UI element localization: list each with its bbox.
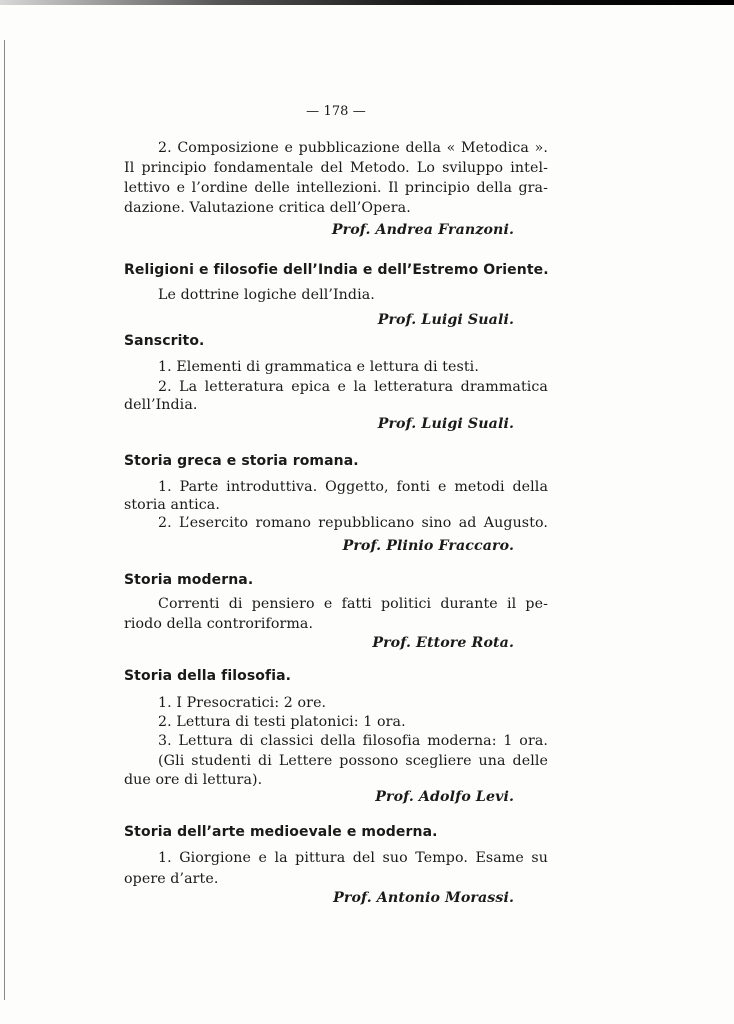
section-heading: Storia dell’arte medioevale e moderna. (124, 824, 438, 840)
paragraph-line: 2. Composizione e pubblicazione della « Metodica ». (158, 140, 548, 156)
signature: Prof. Adolfo Levi. (375, 789, 514, 805)
signature: Prof. Luigi Suali. (377, 416, 514, 432)
signature: Prof. Ettore Rota. (372, 635, 514, 651)
paragraph-line: 3. Lettura di classici della filosofia moderna: 1 ora. (158, 733, 548, 749)
paragraph-line: 1. Elementi di grammatica e lettura di testi. (158, 359, 479, 375)
signature: Prof. Andrea Franzoni. (331, 222, 514, 238)
paragraph-line: (Gli studenti di Lettere possono scegliere una delle (158, 753, 548, 769)
signature: Prof. Luigi Suali. (377, 312, 514, 328)
paragraph-line: 2. Lettura di testi platonici: 1 ora. (158, 714, 406, 730)
paragraph-line: 1. Giorgione e la pittura del suo Tempo. Esame su (158, 850, 548, 866)
section-heading: Sanscrito. (124, 333, 205, 349)
paragraph-line: dazione. Valutazione critica dell’Opera. (124, 200, 411, 216)
paragraph-line: Il principio fondamentale del Metodo. Lo sviluppo intel- (124, 160, 548, 176)
paragraph-line: dell’India. (124, 397, 198, 413)
section-heading: Storia moderna. (124, 572, 254, 588)
paragraph-line: riodo della controriforma. (124, 616, 314, 632)
paragraph-line: storia antica. (124, 497, 220, 513)
paragraph-line: 2. La letteratura epica e la letteratura drammatica (158, 379, 548, 395)
section-heading: Storia greca e storia romana. (124, 453, 359, 469)
paragraph-line: due ore di lettura). (124, 772, 263, 788)
paragraph-line: 2. L’esercito romano repubblicano sino ad Augusto. (158, 515, 548, 531)
paragraph-line: lettivo e l’ordine delle intellezioni. Il principio della gra- (124, 180, 548, 196)
paragraph-line: 1. I Presocratici: 2 ore. (158, 695, 327, 711)
paragraph-line: 1. Parte introduttiva. Oggetto, fonti e metodi della (158, 479, 548, 495)
paragraph-line: opere d’arte. (124, 871, 219, 887)
signature: Prof. Antonio Morassi. (333, 890, 514, 906)
page-number: — 178 — (306, 104, 366, 119)
scan-top-edge (0, 0, 734, 5)
scan-left-edge (4, 40, 5, 1000)
paragraph-line: Le dottrine logiche dell’India. (158, 287, 375, 303)
section-heading: Religioni e filosofie dell’India e dell’Estremo Oriente. (124, 262, 549, 278)
section-heading: Storia della filosofia. (124, 668, 292, 684)
paragraph-line: Correnti di pensiero e fatti politici durante il pe- (158, 596, 548, 612)
signature: Prof. Plinio Fraccaro. (342, 538, 514, 554)
